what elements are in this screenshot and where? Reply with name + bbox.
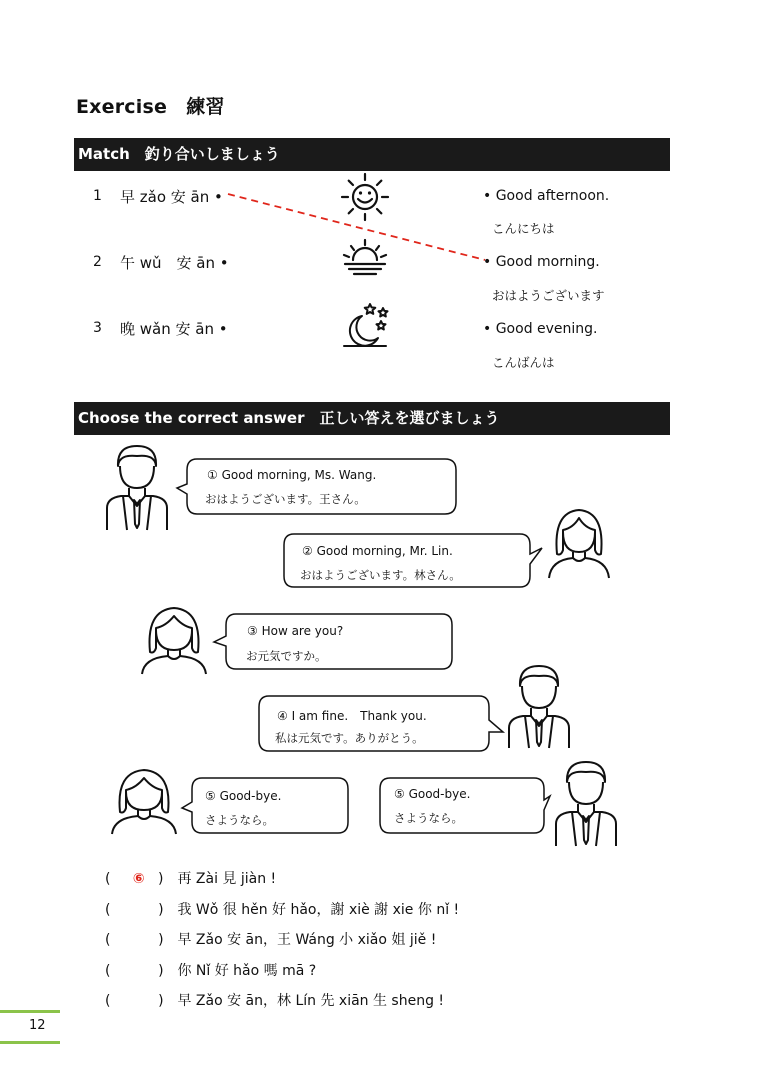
page-number-top-rule: [0, 1010, 60, 1013]
bubble-3-english: ③ How are you?: [247, 624, 344, 638]
answer-row: [105, 990, 444, 1010]
answer-row: [105, 899, 459, 919]
option-good-afternoon[interactable]: • Good afternoon.: [483, 188, 610, 204]
bubble-5-japanese: さようなら。: [205, 813, 274, 827]
answer-open-paren: (: [105, 932, 111, 948]
answer-text: 早 Zǎo 安 ān，林 Lín 先 xiān 生 sheng !: [177, 993, 445, 1009]
bubble-4-english: ④ I am fine. Thank you.: [277, 709, 427, 723]
woman-avatar-icon: [138, 602, 210, 676]
answer-row: [105, 868, 276, 888]
answer-text: 我 Wǒ 很 hěn 好 hǎo，謝 xiè 謝 xie 你 nǐ !: [177, 902, 460, 918]
bubble-6-english: ⑤ Good-bye.: [394, 787, 471, 801]
match-answer-line: [0, 0, 768, 400]
page-title: Exercise 練習: [76, 96, 225, 118]
man-avatar-icon: [552, 756, 620, 848]
speech-bubble-3: [212, 612, 454, 672]
page-number: 12: [29, 1018, 46, 1033]
woman-avatar-icon: [108, 764, 180, 836]
answer-row: [105, 960, 316, 980]
speech-bubble-1: [175, 457, 460, 517]
option-good-morning[interactable]: • Good morning.: [483, 254, 600, 270]
answer-text: 早 Zǎo 安 ān，王 Wáng 小 xiǎo 姐 jiě !: [177, 932, 437, 948]
choose-header: Choose the correct answer 正しい答えを選びましょう: [74, 402, 670, 435]
answer-close-paren: ): [158, 902, 164, 918]
bubble-2-english: ② Good morning, Mr. Lin.: [302, 544, 453, 558]
match-item-number: 2: [93, 254, 102, 270]
match-header: Match 釣り合いしましょう: [74, 138, 670, 171]
answer-open-paren: (: [105, 871, 111, 887]
speech-bubble-4: [257, 694, 505, 754]
answer-text: 再 Zài 見 jiàn !: [177, 871, 277, 887]
answer-close-paren: ): [158, 932, 164, 948]
option-good-evening-jp: こんばんは: [492, 355, 555, 370]
bubble-4-japanese: 私は元気です。ありがとう。: [275, 731, 424, 745]
answer-text: 你 Nǐ 好 hǎo 嗎 mā ?: [177, 963, 317, 979]
answer-close-paren: ): [158, 963, 164, 979]
man-avatar-icon: [103, 440, 171, 532]
page-number-bottom-rule: [0, 1041, 60, 1044]
bubble-1-japanese: おはようございます。王さん。: [205, 492, 366, 506]
option-good-afternoon-jp: こんにちは: [492, 221, 555, 236]
speech-bubble-2: [282, 532, 544, 590]
woman-avatar-icon: [545, 500, 613, 580]
bubble-5-english: ⑤ Good-bye.: [205, 789, 282, 803]
option-good-morning-jp: おはようございます: [492, 288, 605, 303]
man-avatar-icon: [505, 660, 573, 750]
answer-open-paren: (: [105, 963, 111, 979]
option-good-evening[interactable]: • Good evening.: [483, 321, 598, 337]
bubble-3-japanese: お元気ですか。: [246, 649, 327, 663]
answer-row: [105, 929, 436, 949]
match-item-2[interactable]: 午 wǔ 安 ān •: [120, 254, 229, 272]
bubble-2-japanese: おはようございます。林さん。: [300, 568, 461, 582]
answer-open-paren: (: [105, 993, 111, 1009]
speech-bubble-5: [180, 776, 350, 836]
answer-open-paren: (: [105, 902, 111, 918]
answer-blank[interactable]: ⑥: [132, 871, 145, 887]
match-item-1[interactable]: 早 zǎo 安 ān •: [120, 188, 223, 206]
answer-close-paren: ): [157, 871, 164, 887]
page-number-block: [0, 1010, 60, 1044]
bubble-6-japanese: さようなら。: [394, 811, 463, 825]
match-item-number: 1: [93, 188, 102, 204]
bubble-1-english: ① Good morning, Ms. Wang.: [207, 468, 377, 482]
speech-bubble-6: [378, 776, 550, 836]
match-item-number: 3: [93, 320, 102, 336]
match-item-3[interactable]: 晚 wǎn 安 ān •: [120, 320, 228, 338]
answer-close-paren: ): [158, 993, 164, 1009]
